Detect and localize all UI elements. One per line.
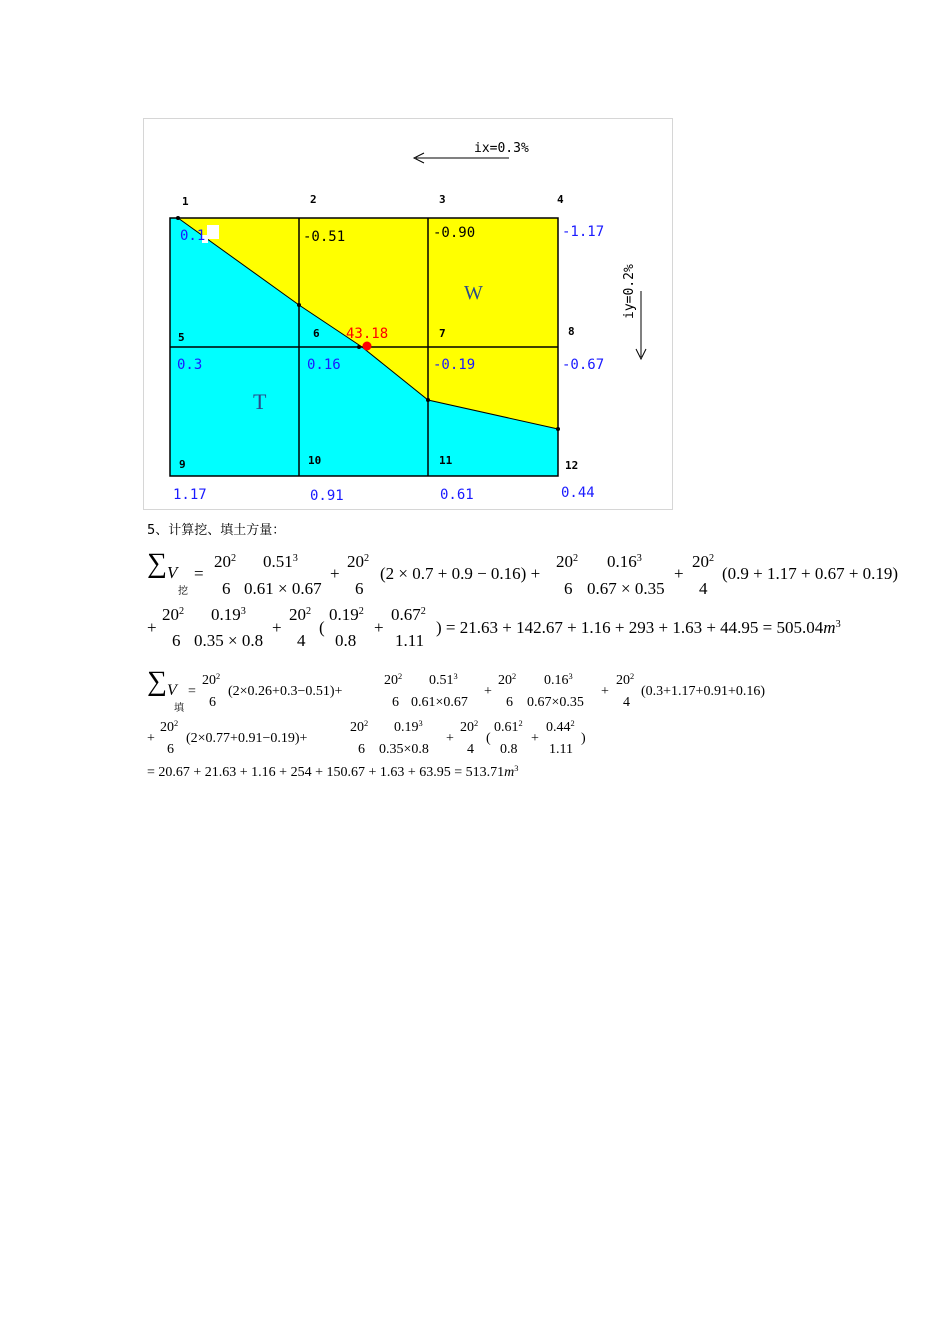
denominator: 0.61 × 0.67 xyxy=(244,579,322,598)
corner-number: 10 xyxy=(308,454,322,467)
zero-point xyxy=(556,427,560,431)
denominator: 0.8 xyxy=(500,742,518,757)
sum-symbol: ∑ xyxy=(147,548,167,579)
denominator: 6 xyxy=(167,742,174,757)
zero-point xyxy=(297,303,301,307)
numerator: 20 xyxy=(616,673,630,688)
denominator: 6 xyxy=(358,742,365,757)
result-expression: ) = 21.63 + 142.67 + 1.16 + 293 + 1.63 + 44.95 = 505.04 xyxy=(436,618,824,637)
corner-number: 4 xyxy=(557,193,564,206)
numerator: 0.19 xyxy=(211,605,241,624)
denominator: 6 xyxy=(506,695,513,710)
volume-symbol: V xyxy=(167,563,178,582)
corner-number: 9 xyxy=(179,458,186,471)
numerator: 20 xyxy=(289,605,306,624)
corner-number: 11 xyxy=(439,454,453,467)
corner-number: 2 xyxy=(310,193,317,206)
height-value: -0.19 xyxy=(433,357,476,373)
equals-sign: = xyxy=(194,564,204,583)
height-value: -1.17 xyxy=(562,224,605,240)
numerator: 20 xyxy=(692,552,709,571)
numerator: 20 xyxy=(214,552,231,571)
cut-zone-label: W xyxy=(464,282,483,304)
numerator: 0.61 xyxy=(494,720,519,735)
corner-number: 8 xyxy=(568,325,575,338)
ix-label: ix=0.3% xyxy=(474,141,529,156)
denominator: 6 xyxy=(222,579,231,598)
sum-symbol: ∑ xyxy=(147,666,167,697)
grid-figure xyxy=(143,118,673,510)
numerator: 20 xyxy=(202,673,216,688)
height-value: 0.3 xyxy=(177,357,203,373)
red-marker xyxy=(363,342,372,351)
height-value: -0.67 xyxy=(562,357,605,373)
denominator: 1.11 xyxy=(549,742,573,757)
corner-number: 12 xyxy=(565,459,579,472)
fill-subscript: 填 xyxy=(174,703,184,714)
expression: (2×0.77+0.91−0.19)+ xyxy=(186,731,308,746)
denominator: 4 xyxy=(297,631,306,650)
height-value: 1.17 xyxy=(173,487,207,503)
unit: m xyxy=(504,765,515,780)
height-value: -0.51 xyxy=(303,229,346,245)
numerator: 0.19 xyxy=(394,720,419,735)
expression: (0.3+1.17+0.91+0.16) xyxy=(641,684,766,699)
numerator: 0.19 xyxy=(329,605,359,624)
expression: (0.9 + 1.17 + 0.67 + 0.19) xyxy=(722,564,899,583)
height-value: 0.61 xyxy=(440,487,474,503)
zero-point xyxy=(176,216,180,220)
denominator: 0.61×0.67 xyxy=(411,695,468,710)
denominator: 0.8 xyxy=(335,631,357,650)
unit: m xyxy=(823,618,836,637)
denominator: 6 xyxy=(209,695,216,710)
result-expression: = 20.67 + 21.63 + 1.16 + 254 + 150.67 + 1.63 + 63.95 = 513.71 xyxy=(147,765,505,780)
denominator: 0.67 × 0.35 xyxy=(587,579,665,598)
numerator: 0.51 xyxy=(263,552,293,571)
fill-zone-label: T xyxy=(253,389,267,414)
section-heading: 5、计算挖、填土方量： xyxy=(147,523,286,538)
numerator: 0.16 xyxy=(544,673,569,688)
zero-point-label: 43.18 xyxy=(346,326,389,342)
corner-number: 7 xyxy=(439,327,446,340)
denominator: 4 xyxy=(699,579,708,598)
numerator: 20 xyxy=(160,720,174,735)
height-value: 0.1 xyxy=(180,228,206,244)
denominator: 0.35×0.8 xyxy=(379,742,429,757)
denominator: 6 xyxy=(392,695,399,710)
height-value: -0.90 xyxy=(433,225,476,241)
equals-sign: = xyxy=(188,684,196,699)
height-value: 0.91 xyxy=(310,488,344,504)
denominator: 0.35 × 0.8 xyxy=(194,631,264,650)
height-value: 0.16 xyxy=(307,357,341,373)
height-value: 0.44 xyxy=(561,485,595,501)
corner-number: 1 xyxy=(182,195,189,208)
numerator: 20 xyxy=(347,552,364,571)
denominator: 4 xyxy=(623,695,630,710)
numerator: 20 xyxy=(350,720,364,735)
zero-point xyxy=(357,345,361,349)
denominator: 6 xyxy=(564,579,573,598)
numerator: 20 xyxy=(384,673,398,688)
numerator: 0.67 xyxy=(391,605,421,624)
numerator: 20 xyxy=(498,673,512,688)
corner-number: 3 xyxy=(439,193,446,206)
numerator: 20 xyxy=(460,720,474,735)
denominator: 6 xyxy=(172,631,181,650)
white-marker xyxy=(207,225,219,239)
grid-diagram xyxy=(144,119,674,511)
corner-number: 5 xyxy=(178,331,185,344)
corner-number: 6 xyxy=(313,327,320,340)
denominator: 0.67×0.35 xyxy=(527,695,584,710)
denominator: 6 xyxy=(355,579,364,598)
volume-symbol: V xyxy=(167,682,177,699)
numerator: 0.44 xyxy=(546,720,571,735)
expression: (2×0.26+0.3−0.51)+ xyxy=(228,684,343,699)
numerator: 20 xyxy=(162,605,179,624)
expression: (2 × 0.7 + 0.9 − 0.16) + xyxy=(380,564,541,583)
denominator: 4 xyxy=(467,742,474,757)
denominator: 1.11 xyxy=(395,631,425,650)
numerator: 0.16 xyxy=(607,552,637,571)
zero-point xyxy=(426,398,430,402)
numerator: 0.51 xyxy=(429,673,454,688)
numerator: 20 xyxy=(556,552,573,571)
cut-subscript: 挖 xyxy=(178,586,188,597)
iy-label: iy=0.2% xyxy=(622,264,637,319)
